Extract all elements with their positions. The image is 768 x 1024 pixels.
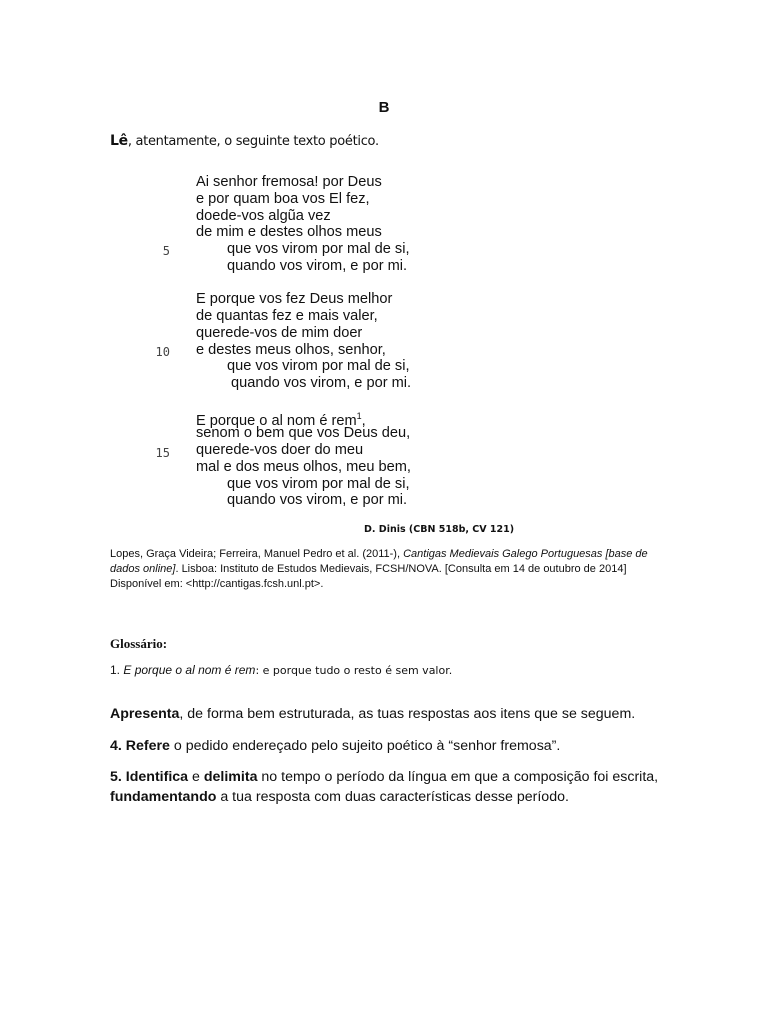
- poem-line: de mim e destes olhos meus: [196, 224, 382, 241]
- glossary-item-number: 1.: [110, 663, 121, 677]
- poem-refrain-line: que vos virom por mal de si,: [227, 475, 410, 492]
- poem-line: e destes meus olhos, senhor,: [196, 341, 386, 358]
- poem-line: querede-vos doer do meu: [196, 441, 364, 458]
- questions: [110, 705, 670, 819]
- question-4: [110, 737, 670, 757]
- question-5: [110, 768, 670, 807]
- poem-refrain-line: quando vos virom, e por mi.: [227, 257, 408, 274]
- glossary-title: Glossário:: [110, 636, 168, 651]
- section-letter: B: [378, 99, 390, 116]
- question-5-keyword-3: fundamentando: [110, 788, 217, 805]
- line-number-15: 15: [155, 446, 170, 460]
- poem-line: E porque o al nom é rem$^1$,: [196, 411, 366, 430]
- poem-stanza-2: [196, 291, 411, 392]
- reference-title: Cantigas Medievais Galego Portuguesas [base de dados online]: [110, 548, 648, 575]
- poem-line: Ai senhor fremosa! por Deus: [196, 174, 382, 190]
- poem-line: mal e dos meus olhos, meu bem,: [196, 458, 411, 475]
- poem-line: e por quam boa vos El fez,: [196, 190, 370, 207]
- poem-line: doede-vos algũa vez: [196, 207, 331, 224]
- line-number-10: 10: [155, 345, 170, 359]
- instruction-keyword: Apresenta: [110, 706, 180, 722]
- poem-refrain-line: que vos virom por mal de si,: [227, 241, 410, 258]
- question-4-text: o pedido endereçado pelo sujeito poético à “senhor fremosa”.: [169, 737, 561, 754]
- line-number-5: 5: [162, 244, 170, 258]
- instruction-verb: Lê: [110, 133, 128, 149]
- poem-line: E porque vos fez Deus melhor: [196, 291, 393, 308]
- poem-attribution: D. Dinis (CBN 518b, CV 121): [364, 524, 515, 535]
- question-4-keyword: 4. Refere: [110, 737, 170, 754]
- question-5-keyword-2: delimita: [203, 769, 258, 786]
- poem-refrain-line: que vos virom por mal de si,: [227, 358, 410, 375]
- instruction-text-rest: , de forma bem estruturada, as tuas respostas aos itens que se seguem.: [179, 706, 636, 722]
- question-5-keyword-1: 5. Identifica: [110, 769, 189, 786]
- glossary-item: [110, 663, 452, 677]
- glossary-definition: : e porque tudo o resto é sem valor.: [255, 664, 453, 677]
- questions-instruction: [110, 705, 670, 725]
- question-5-text-3: a tua resposta com duas características desse período.: [216, 788, 569, 805]
- poem-stanza-1: [196, 174, 411, 275]
- bibliographic-reference: [110, 547, 660, 592]
- instruction-rest: , atentamente, o seguinte texto poético.: [127, 134, 379, 149]
- glossary-term: E porque o al nom é rem: [123, 663, 256, 677]
- question-5-text-2: no tempo o período da língua em que a composição foi escrita,: [257, 769, 659, 786]
- poem-refrain-line: quando vos virom, e por mi.: [227, 492, 408, 509]
- poem-line: senom o bem que vos Deus deu,: [196, 425, 411, 442]
- poem-stanza-3: [196, 408, 411, 509]
- poem: [196, 174, 411, 526]
- poem-refrain-line: quando vos virom, e por mi.: [231, 375, 412, 392]
- poem-line-text: E porque o al nom é rem: [196, 413, 357, 430]
- reference-details: . Lisboa: Instituto de Estudos Medievais, FCSH/NOVA. [Consulta em 14 de outubro de 2014] Disponível em: <http://cantigas.fcsh.unl.pt>.: [110, 563, 627, 590]
- poem-line: querede-vos de mim doer: [196, 324, 363, 341]
- footnote-marker: 1: [356, 411, 362, 422]
- question-5-text-1: e: [188, 769, 204, 786]
- reference-authors: Lopes, Graça Videira; Ferreira, Manuel Pedro et al. (2011-),: [110, 548, 404, 560]
- instruction-text: [110, 133, 379, 149]
- poem-line: de quantas fez e mais valer,: [196, 307, 378, 324]
- section-heading: [0, 99, 768, 116]
